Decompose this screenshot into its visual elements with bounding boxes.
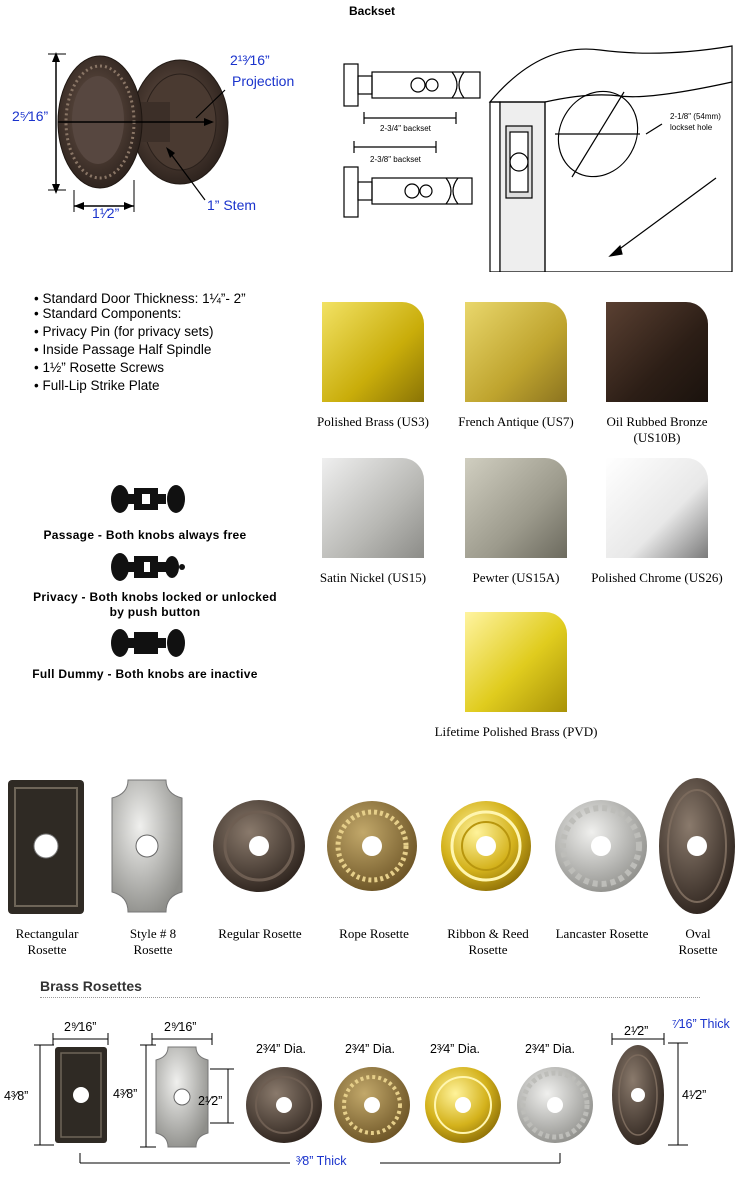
- backset-label-a: 2-3/4" backset: [380, 124, 431, 133]
- privacy-knob-icon: [110, 552, 186, 582]
- knob-stem-label: 1” Stem: [207, 197, 257, 213]
- spec-item: • 1½” Rosette Screws: [34, 359, 304, 377]
- oval-width-label: 2¹⁄2”: [624, 1024, 649, 1038]
- rosette-label-line2: Rosette: [468, 942, 508, 957]
- lockset-hole-line1: 2-1/8" (54mm): [670, 112, 721, 121]
- spec-item: • Privacy Pin (for privacy sets): [34, 323, 304, 341]
- rosette-label-line1: Style # 8: [129, 926, 177, 941]
- style8-width-label: 2⁹⁄16”: [164, 1020, 197, 1034]
- lockset-hole-line2: lockset hole: [670, 123, 713, 132]
- finish-label: Satin Nickel (US15): [319, 570, 427, 585]
- passage-knob-icon: [110, 484, 186, 514]
- spec-item: • Full-Lip Strike Plate: [34, 377, 304, 395]
- style8-height-label: 4³⁄8”: [113, 1087, 138, 1101]
- rect-height-label: 4³⁄8”: [4, 1089, 29, 1103]
- finish-label: French Antique (US7): [458, 414, 574, 429]
- function-dummy: Full Dummy - Both knobs are inactive: [32, 667, 258, 681]
- finish-swatch-polished-chrome[interactable]: [606, 458, 708, 558]
- rosette-label-line1: Lancaster Rosette: [555, 926, 649, 941]
- section-divider: [40, 997, 700, 998]
- dia-label-3: 2³⁄4” Dia.: [430, 1042, 481, 1056]
- function-passage: Passage - Both knobs always free: [43, 528, 247, 542]
- rosette-label-line1: Regular Rosette: [218, 926, 302, 941]
- spec-item: • Standard Components:: [34, 305, 304, 323]
- rosette-label-line2: Rosette: [678, 942, 718, 957]
- oval-thick-label: ⁷⁄16” Thick: [672, 1017, 730, 1031]
- brass-rosettes-heading: Brass Rosettes: [40, 978, 142, 994]
- rosette-label-line1: Ribbon & Reed: [447, 926, 529, 941]
- dummy-knob-icon: [110, 628, 186, 658]
- finish-swatch-satin-nickel[interactable]: [322, 458, 424, 558]
- finish-label: Oil Rubbed Bronze (US10B): [606, 414, 708, 445]
- rosette-label-line2: Rosette: [27, 942, 67, 957]
- knob-projection-label: Projection: [232, 73, 295, 89]
- knob-height-label: 2⁵⁄16”: [12, 108, 49, 124]
- style8-inner-label: 2¹⁄2”: [198, 1094, 223, 1108]
- spec-item: • Inside Passage Half Spindle: [34, 341, 304, 359]
- rect-width-label: 2⁹⁄16”: [64, 1020, 97, 1034]
- backset-title: Backset: [349, 4, 396, 18]
- function-privacy-line1: Privacy - Both knobs locked or unlocked: [33, 590, 277, 604]
- rosette-label-line1: Oval: [685, 926, 711, 941]
- finish-label: Polished Chrome (US26): [591, 570, 723, 585]
- dia-label-4: 2³⁄4” Dia.: [525, 1042, 576, 1056]
- dia-label-1: 2³⁄4” Dia.: [256, 1042, 307, 1056]
- finish-swatch-oil-rubbed-bronze[interactable]: [606, 302, 708, 402]
- finish-label: Pewter (US15A): [472, 570, 560, 585]
- oval-height-label: 4¹⁄2”: [682, 1088, 707, 1102]
- finish-swatch-french-antique[interactable]: [465, 302, 567, 402]
- rosette-row: [0, 776, 740, 920]
- rosette-label-line1: Rope Rosette: [339, 926, 409, 941]
- rosette-label-line1: Rectangular: [15, 926, 79, 941]
- finish-swatch-polished-brass[interactable]: [322, 302, 424, 402]
- backset-label-b: 2-3/8" backset: [370, 155, 421, 164]
- spec-item: • Standard Door Thickness: 1¼”- 2”: [34, 290, 304, 308]
- dia-label-2: 2³⁄4” Dia.: [345, 1042, 396, 1056]
- finish-label: Polished Brass (US3): [317, 414, 429, 429]
- knob-projection-value: 2¹³⁄16”: [230, 52, 270, 68]
- knob-width-label: 1¹⁄2”: [92, 205, 120, 221]
- finish-swatch-lifetime-polished-brass[interactable]: [465, 612, 567, 712]
- finish-label: Lifetime Polished Brass (PVD): [434, 724, 598, 739]
- function-privacy-line2: by push button: [109, 605, 201, 619]
- rosette-label-line2: Rosette: [133, 942, 173, 957]
- finish-swatch-pewter[interactable]: [465, 458, 567, 558]
- thick-label: ³⁄8” Thick: [296, 1154, 347, 1168]
- backset-latch-diagram: [340, 22, 740, 272]
- spec-list: [34, 290, 304, 395]
